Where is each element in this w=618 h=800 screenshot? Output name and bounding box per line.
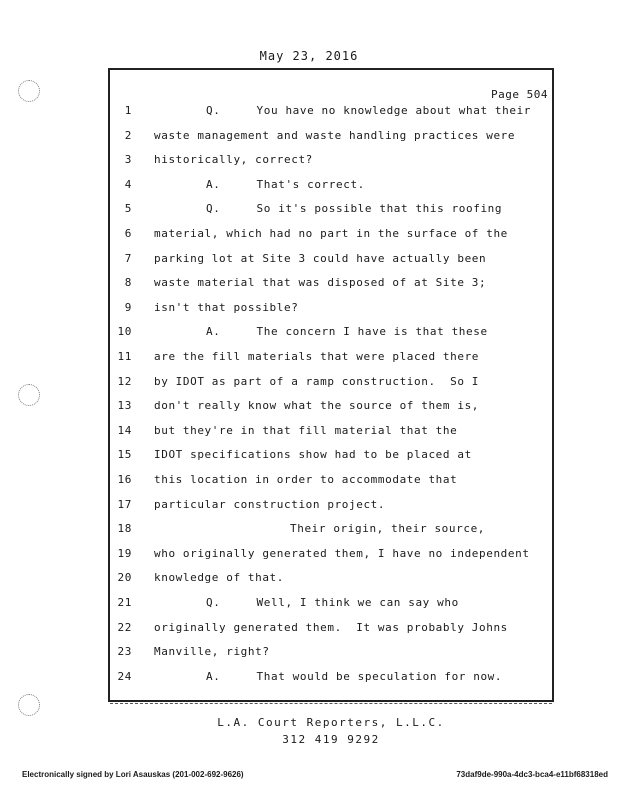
transcript-line [112, 350, 552, 370]
line-number: 22 [117, 620, 132, 634]
line-text: Manville, right? [154, 645, 270, 659]
line-number: 15 [117, 448, 132, 462]
transcript-line [112, 399, 552, 419]
line-text: Q. You have no knowledge about what their [206, 104, 532, 117]
line-number: 11 [117, 350, 132, 363]
transcript-line [112, 621, 552, 641]
line-text: Q. Well, I think we can say who [206, 596, 459, 609]
line-number: 17 [117, 497, 132, 511]
line-number: 24 [117, 669, 132, 683]
transcript-line [112, 252, 552, 272]
line-number: 16 [117, 473, 132, 486]
transcript-line [112, 473, 552, 493]
line-text: knowledge of that. [154, 571, 285, 585]
transcript-line [112, 202, 552, 222]
line-text: isn't that possible? [154, 300, 299, 314]
transcript-line [112, 129, 552, 149]
line-text: A. That would be speculation for now. [206, 669, 503, 683]
punch-hole-top [18, 80, 40, 102]
line-text: Their origin, their source, [290, 522, 486, 536]
line-number: 7 [124, 251, 132, 265]
transcript-line [112, 325, 552, 345]
punch-hole-bottom [18, 694, 40, 716]
transcript-line [112, 522, 552, 542]
line-number: 6 [124, 227, 132, 240]
line-number: 21 [117, 596, 132, 609]
line-text: originally generated them. It was probably Johns [154, 620, 508, 634]
line-number: 19 [117, 546, 132, 560]
line-text: waste material that was disposed of at Site 3; [154, 276, 487, 290]
transcript-line [112, 424, 552, 444]
line-number: 1 [124, 104, 132, 117]
document-id: 73daf9de-990a-4dc3-bca4-e11bf68318ed [456, 770, 608, 779]
transcript-line [112, 227, 552, 247]
transcript-line [112, 301, 552, 321]
line-text: particular construction project. [154, 497, 386, 511]
transcript-line [112, 498, 552, 518]
transcript-line [112, 178, 552, 198]
electronic-signature: Electronically signed by Lori Asauskas (201-002-692-9626) [22, 770, 244, 779]
transcript-line [112, 153, 552, 173]
footer-phone: 312 419 9292 [282, 733, 380, 746]
line-text: don't really know what the source of them is, [154, 399, 480, 413]
line-number: 18 [117, 522, 132, 536]
line-number: 12 [117, 374, 132, 388]
line-number: 9 [124, 300, 132, 314]
line-number: 13 [117, 399, 132, 413]
line-text: A. The concern I have is that these [206, 325, 488, 339]
transcript-line [112, 645, 552, 665]
line-number: 4 [124, 177, 132, 191]
line-number: 3 [124, 153, 132, 167]
line-text: IDOT specifications show had to be placed at [154, 448, 472, 462]
line-number: 20 [117, 571, 132, 585]
line-text: parking lot at Site 3 could have actually been [154, 251, 487, 265]
punch-hole-middle [18, 384, 40, 406]
line-number: 23 [117, 645, 132, 659]
line-text: A. That's correct. [206, 177, 365, 191]
transcript-line [112, 670, 552, 690]
line-number: 5 [124, 202, 132, 216]
line-text: Q. So it's possible that this roofing [206, 202, 503, 216]
header-date: May 23, 2016 [259, 49, 359, 63]
line-text: material, which had no part in the surface of the [154, 227, 508, 240]
footer-company: L.A. Court Reporters, L.L.C. [217, 716, 445, 729]
transcript-line [112, 547, 552, 567]
line-text: who originally generated them, I have no independent [154, 546, 530, 560]
line-text: are the fill materials that were placed there [154, 350, 480, 363]
transcript-line [112, 448, 552, 468]
transcript-line [112, 596, 552, 616]
transcript-line [112, 375, 552, 395]
transcript-line [112, 571, 552, 591]
line-text: but they're in that fill material that the [154, 423, 458, 437]
line-number: 14 [117, 423, 132, 437]
page-number: Page 504 [491, 88, 548, 101]
transcript-line [112, 104, 552, 124]
line-text: waste management and waste handling practices were [154, 128, 516, 142]
court-reporter-footer [0, 714, 618, 748]
line-text: historically, correct? [154, 153, 313, 167]
line-number: 2 [124, 128, 132, 142]
page-frame-bottom-rule [110, 703, 552, 707]
line-text: this location in order to accommodate that [154, 473, 458, 486]
line-number: 8 [124, 276, 132, 290]
transcript-line [112, 276, 552, 296]
line-text: by IDOT as part of a ramp construction. So I [154, 374, 480, 388]
line-number: 10 [117, 325, 132, 339]
